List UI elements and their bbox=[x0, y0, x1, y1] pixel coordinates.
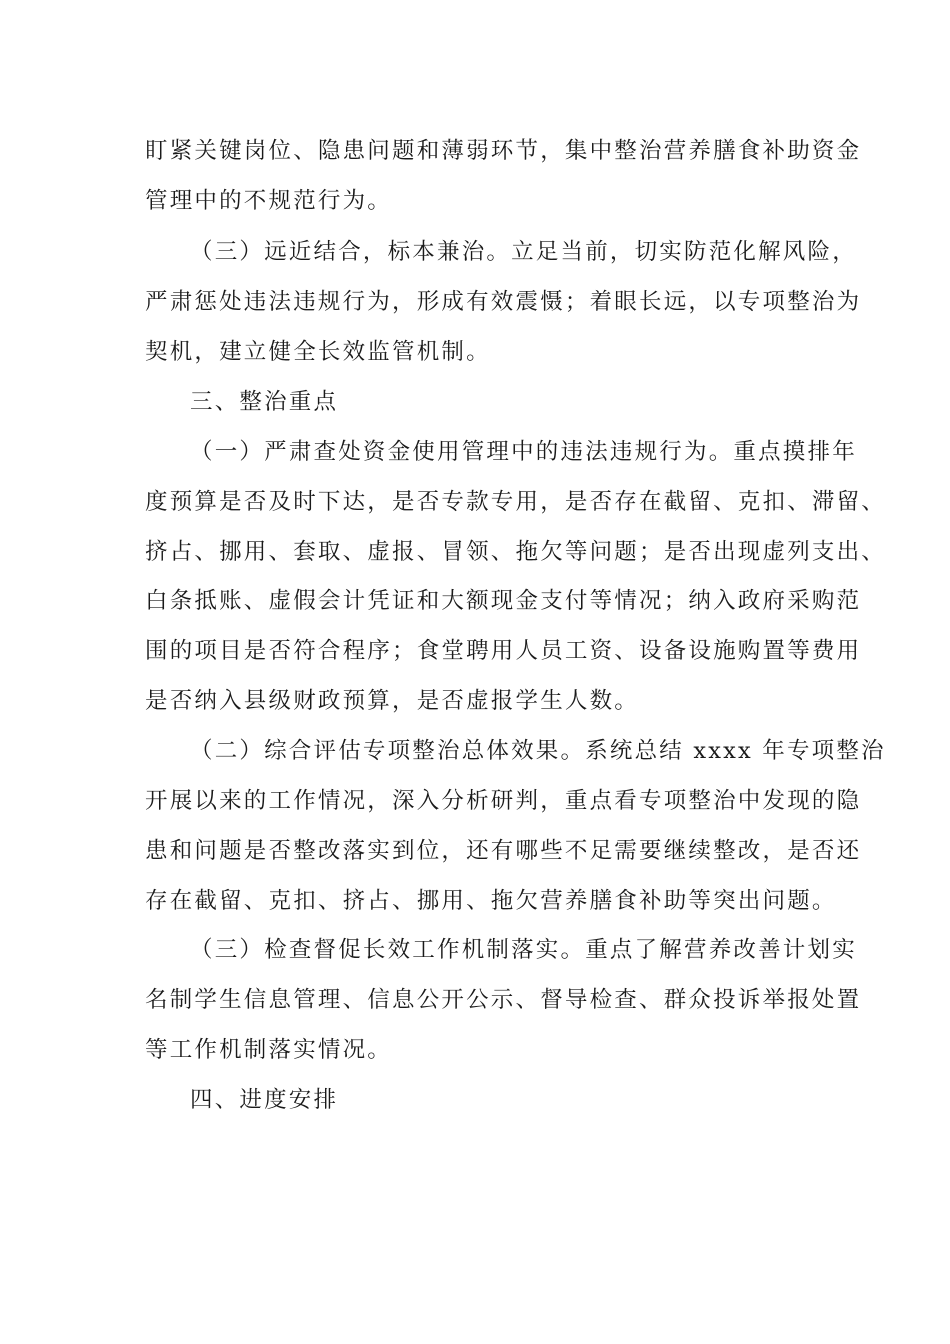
text-line: （三）远近结合，标本兼治。立足当前，切实防范化解风险， bbox=[190, 239, 857, 265]
text-line: 等工作机制落实情况。 bbox=[145, 1037, 393, 1063]
text-line: 度预算是否及时下达，是否专款专用，是否存在截留、克扣、滞留、 bbox=[145, 489, 887, 515]
text-line: 契机，建立健全长效监管机制。 bbox=[145, 339, 491, 365]
text-line: 名制学生信息管理、信息公开公示、督导检查、群众投诉举报处置 bbox=[145, 987, 862, 1013]
text-line: （二）综合评估专项整治总体效果。系统总结 xxxx 年专项整治 bbox=[190, 738, 886, 764]
text-line: 挤占、挪用、套取、虚报、冒领、拖欠等问题；是否出现虚列支出、 bbox=[145, 539, 887, 565]
text-line: 白条抵账、虚假会计凭证和大额现金支付等情况；纳入政府采购范 bbox=[145, 588, 862, 614]
section-heading: 三、整治重点 bbox=[190, 389, 339, 415]
text-line: 盯紧关键岗位、隐患问题和薄弱环节，集中整治营养膳食补助资金 bbox=[145, 138, 862, 164]
text-line: 患和问题是否整改落实到位，还有哪些不足需要继续整改，是否还 bbox=[145, 838, 862, 864]
text-line: 开展以来的工作情况，深入分析研判，重点看专项整治中发现的隐 bbox=[145, 788, 862, 814]
text-line: 是否纳入县级财政预算，是否虚报学生人数。 bbox=[145, 688, 640, 714]
text-line: 存在截留、克扣、挤占、挪用、拖欠营养膳食补助等突出问题。 bbox=[145, 888, 837, 914]
section-heading: 四、进度安排 bbox=[190, 1087, 339, 1113]
text-line: （一）严肃查处资金使用管理中的违法违规行为。重点摸排年 bbox=[190, 439, 857, 465]
text-line: 管理中的不规范行为。 bbox=[145, 188, 393, 214]
text-line: 围的项目是否符合程序；食堂聘用人员工资、设备设施购置等费用 bbox=[145, 638, 862, 664]
text-line: 严肃惩处违法违规行为，形成有效震慑；着眼长远，以专项整治为 bbox=[145, 289, 862, 315]
text-line: （三）检查督促长效工作机制落实。重点了解营养改善计划实 bbox=[190, 937, 857, 963]
